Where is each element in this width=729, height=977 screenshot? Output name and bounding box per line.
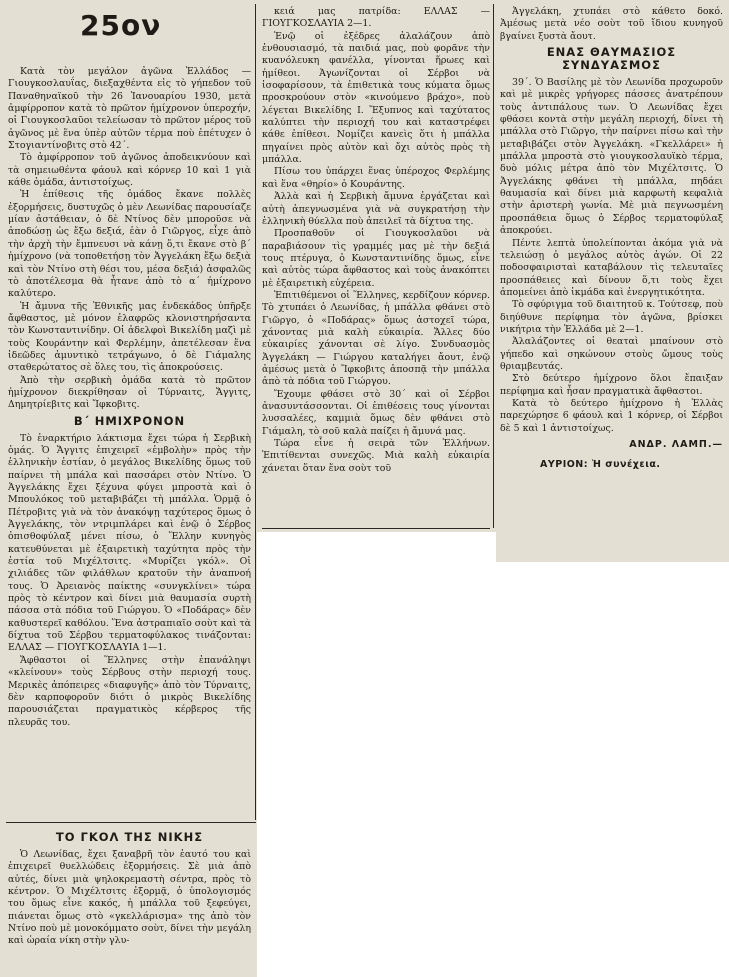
paragraph: Τὸ ἀμφίρροπον τοῦ ἀγῶνος ἀποδεικνύουν καὶ τὰ σημειωθέντα φάουλ καὶ κόρνερ 10 καὶ 1 γιὰ κάθε ὁμάδα, ἀντιστοίχως. xyxy=(8,152,251,189)
section-heading-second-half: Β΄ ΗΜΙΧΡΟΝΟΝ xyxy=(73,413,186,428)
column-divider-left xyxy=(255,4,256,820)
paragraph: Ἐνῷ οἱ ἐξέδρες ἀλαλάζουν ἀπὸ ἐνθουσιασμό, τὰ παιδιά μας, ποὺ φορᾶνε τὴν κυανόλευκη φανέλλα, γίνονται ἥρωες καὶ ἡμίθεοι. Ἀγωνίζονται οἱ Σέρβοι νὰ ἰσοφαρίσουν, τὰ ἐπιθετικὰ τους κύματα ὅμως προσκρούουν στὸν «κινούμενο βράχο», ποὺ λέγεται Βικελίδης Ι. Ἔξυπνος καὶ ταχύτατος καλύπτει τὴν περιοχή του καὶ καταστρέφει κάθε ἐπίθεσι. Νομίζει κανεὶς ὅτι ἡ μπάλλα πηγαίνει πρὸς αὐτὸν καὶ ὄχι αὐτὸς πρὸς τὴ μπάλλα. xyxy=(262,30,490,166)
column-end-rule xyxy=(262,528,490,529)
paragraph: Ὁ Λεωνίδας, ἔχει ξαναβρῆ τὸν ἑαυτό του καὶ ἐπιχειρεῖ θυελλώδεις ἐξορμήσεις. Σὲ μιὰ ἀπὸ αὐτές, δίνει μιὰ ψηλοκρεμαστὴ σέντρα, πρὸς τὸ κέντρον. Ὁ Μιχέλτσιτς ἐξορμᾷ, ὁ ὑπολογισμός του ὅμως εἶνε κακός, ἡ μπάλλα τοῦ ξεφεύγει, πιάνεται ὅμως στὸ «γκελλάρισμα» της ἀπὸ τὸν Ντίνο ποὺ μὲ μονοκόμματο σοὺτ, δίνει τὴν μεγάλη καὶ ὡραία νίκη στὴν γλυ- xyxy=(8,849,251,947)
paragraph: Ἀπὸ τὴν σερβικὴ ὁμάδα κατὰ τὸ πρῶτον ἡμίχρονον διεκρίθησαν οἱ Τύρναιτς, Ἄγγιτς, Δημητρίεβιτς καὶ Ἴφκοβιτς. xyxy=(8,374,251,411)
paragraph: Τὸ σφύριγμα τοῦ διαιτητοῦ κ. Τούτσεφ, ποὺ διηύθυνε περίφημα τὸν ἀγῶνα, βρίσκει νικήτρια τὴν Ἑλλάδα μὲ 2—1. xyxy=(500,299,723,335)
section-heading-winning-goal: ΤΟ ΓΚΟΛ ΤΗΣ ΝΙΚΗΣ xyxy=(55,830,204,844)
paragraph: Ἔχουμε φθάσει στὸ 30΄ καὶ οἱ Σέρβοι ἀνασυντάσσονται. Οἱ ἐπιθέσεις τους γίνονται λυσσαλέες, καμμιὰ ὅμως δὲν φθάνει στὸ Γιάμαλη, τὸ σοῦ καλὰ παίζει ἡ ἄμυνά μας. xyxy=(262,388,490,437)
paragraph: Πέντε λεπτὰ ὑπολείπονται ἀκόμα γιὰ νὰ τελειώσῃ ὁ μεγάλος αὐτὸς ἀγών. Οἱ 22 ποδοσφαιρισταὶ καταβάλουν τὶς τελευταῖες προσπάθειες καὶ δίνουν ὅ,τι τοὺς ἔχει ἀπομείνει ἀπὸ ἰκμάδα καὶ ἐνεργητικότητα. xyxy=(500,237,723,298)
paragraph: Ἡ ἐπίθεσις τῆς ὁμάδος ἔκανε πολλὲς ἐξορμήσεις, δυστυχῶς ὁ μὲν Λεωνίδας παρουσίαζε μίαν ἀστάθειαν, ὁ δὲ Ντίνος δὲν μποροῦσε νὰ ἀποδώσῃ ὡς ἔξω δεξιά, ἐὰν ὁ Γιῶργος, εἶχε ἀπὸ τὴν ἀρχὴ τὴν ἔμπνευσι νὰ κάνῃ ὅ,τι ἔκανε στὸ β΄ ἡμίχρονο (νὰ τοποθετήσῃ τὸν Ἀγγελάκη ἔξω δεξιὰ καὶ τὸν Ντίνο στὴ θέσι του, μέσα δεξιά) ἀσφαλῶς τὸ ἀποτέλεσμα θὰ ἦτανε ἀπὸ τὸ α΄ ἡμίχρονο καλύτερο. xyxy=(8,189,251,300)
paragraph: 39΄. Ὁ Βασίλης μὲ τὸν Λεωνίδα προχωροῦν καὶ μὲ μικρὲς γρήγορες πάσσες ἀνατρέπουν τοὺς ἀντιπάλους των. Ὁ Λεωνίδας ἔχει φθάσει κοντὰ στὴν μεγάλη περιοχή, δίνει τὴ μπάλλα στὸ Γιῶργο, τὴν παίρνει πίσω καὶ τὴν μεταβιβάζει στὸν Ἀγγελάκη. «Γκελλάρει» ἡ μπάλλα μπροστὰ στὸ γιουγκοσλαυϊκὸ τέρμα, δυὸ μόλις μέτρα ἀπὸ τὸν Μιχέλτσιτς. Ὁ Ἀγγελάκης φθάνει τὴ μπάλλα, πηδάει θαυμασία καὶ δίνει μιὰ καρφωτὴ κεφαλιὰ στὴν ἀριστερὴ γωνία. Μὲ μιὰ πεγνωσμένη προσπάθεια ὅμως ὁ Σέρβος τερματοφύλαξ ἀποκρούει. xyxy=(500,77,723,237)
column-1-body-2 xyxy=(8,433,251,729)
paragraph: Τώρα εἶνε ἡ σειρὰ τῶν Ἑλλήνων. Ἐπιτίθενται συνεχῶς. Μιὰ καλὴ εὐκαιρία χάνεται ὅταν ἕνα σοὺτ τοῦ xyxy=(262,438,490,474)
paragraph: Ἀλαλάζοντες οἱ θεαταὶ μπαίνουν στὸ γήπεδο καὶ σηκώνουν στοὺς ὤμους τοὺς θριαμβευτάς. xyxy=(500,336,723,372)
paragraph: Στὸ δεύτερο ἡμίχρονο ὅλοι ἔπαιξαν περίφημα καὶ ἦσαν πραγματικὰ ἄφθαστοι. xyxy=(500,373,723,397)
continuation-note: ΑΥΡΙΟΝ: Ἡ συνέχεια. xyxy=(540,459,661,471)
section-rule xyxy=(6,822,256,823)
column-divider-right xyxy=(493,4,494,528)
paragraph: Ἐπιτιθέμενοι οἱ Ἕλληνες, κερδίζουν κόρνερ. Τὸ χτυπάει ὁ Λεωνίδας, ἡ μπάλλα φθάνει στὸ Γιῶργο, ὁ «Ποδάρας» ὅμως ἀστοχεῖ τώρα, χάνοντας μιὰ καλὴ εὐκαιρία. Ἄλλες δύο εὐκαιρίες χάνονται σὲ λίγο. Συνδυασμὸς Ἀγγελάκη — Γιώργου καταλήγει ἄουτ, ἐνῷ ἀμέσως μετὰ ὁ Ἴφκοβιτς ἀποσπᾷ τὴν μπάλλα ἀπὸ τὰ πόδια τοῦ Γιώργου. xyxy=(262,289,490,388)
article-column-1 xyxy=(8,66,251,818)
article-column-4 xyxy=(8,828,251,974)
author-signature: ΑΝΔΡ. ΛΑΜΠ.— xyxy=(629,439,723,450)
column-1-body xyxy=(8,66,251,412)
article-column-2 xyxy=(262,6,490,526)
section-heading-combination: ΕΝΑΣ ΘΑΥΜΑΣΙΟΣ ΣΥΝΔΥΑΣΜΟΣ xyxy=(546,45,677,73)
paragraph: Προσπαθοῦν οἱ Γιουγκοσλαῦοι νὰ παραβιάσουν τὶς γραμμές μας μὲ τὴν δεξιά τους πτέρυγα, ὁ Κωνσταντινίδης ὅμως, εἶνε καὶ αὐτὸς τώρα ἄφθαστος καὶ τοὺς ἀνακόπτει μὲ ἐξαιρετικὴ εὐχέρεια. xyxy=(262,228,490,289)
paragraph: Κατὰ τὸν μεγάλον ἀγῶνα Ἑλλάδος — Γιουγκοσλαυΐας, διεξαχθέντα εἰς τὸ γήπεδον τοῦ Παναθηναϊκοῦ τὴν 26 Ἰανουαρίου 1930, μετὰ ἀμφίρροπον κατὰ τὸ πρῶτον ἡμίχρονον ὑπεροχήν, οἱ Γιουγκοσλαῦοι τελείωσαν τὸ πρῶτον μέρος τοῦ ἀγῶνος μὲ ἕνα ὑπὲρ αὐτῶν τέρμα ποὺ ἐπέτυχεν ὁ Στογιαντίνοβιτς στὸ 42΄. xyxy=(8,66,251,152)
article-title: 25ον xyxy=(80,9,162,42)
paragraph: κειά μας πατρίδα: ΕΛΛΑΣ — ΓΙΟΥΓΚΟΣΛΑΥΙΑ 2—1. xyxy=(262,6,490,30)
article-column-3 xyxy=(500,6,723,558)
paragraph: Πίσω του ὑπάρχει ἕνας ὑπέροχος Φερλέμης καὶ ἕνα «θηρίο» ὁ Κουράντης. xyxy=(262,166,490,190)
paragraph: Ἀλλὰ καὶ ἡ Σερβικὴ ἄμυνα ἐργάζεται καὶ αὐτὴ ἀπεγνωσμένα γιὰ νὰ συγκρατήσῃ τὴν ἑλληνικὴ θύελλα ποὺ ἀπειλεῖ τὰ δίχτυα της. xyxy=(262,191,490,227)
paragraph: Κατὰ τὸ δεύτερο ἡμίχρονο ἡ Ἑλλὰς παρεχώρησε 6 φάουλ καὶ 1 κόρνερ, οἱ Σέρβοι δὲ 5 καὶ 1 ἀντιστοίχως. xyxy=(500,397,723,434)
paragraph: Ἡ ἄμυνα τῆς Ἐθνικῆς μας ἐνδεκάδος ὑπῆρξε ἄφθαστος, μὲ μόνον ἐλαφρῶς κλονιστηρήσαντα τὸν Κωνσταντινίδην. Οἱ ἀδελφοὶ Βικελίδη μαζὶ μὲ τοὺς Κουράντην καὶ Φερλέμην, ἀπετέλεσαν ἕνα ἰδεῶδες ἀμυντικὸ τετράγωνο, ὁ δὲ Γιάμαλης σταθερώτατος σὲ ὅλες του, τὶς ἀποκρούσεις. xyxy=(8,300,251,374)
paragraph: Τὸ ἐναρκτήριο λάκτισμα ἔχει τώρα ἡ Σερβικὴ ὁμάς. Ὁ Ἄγγιτς ἐπιχειρεῖ «ἐμβολὴν» πρὸς τὴν ἑλληνικὴν ἑστίαν, ὁ μεγάλος Βικελίδης ὅμως τοῦ παίρνει τὴ μπάλα καὶ πασσάρει στὸν Ντίνο. Ὁ Ἀγγελάκης ἔχει ξέχυνα φύγει μπροστὰ καὶ ὁ Μπουλόκος τοῦ μεταβιβάζει τὴ μπάλλα. Ὁρμᾷ ὁ Πέτροβιτς γιὰ νὰ τὸν ἀνακόψῃ ταχύτερος ὅμως ὁ Ἀγγελάκης, τὸν ντριμπλάρει καὶ ἐνῷ ὁ Σέρβος ὀπισθοφύλαξ μένει πίσω, ὁ Ἕλλην κυνηγὸς κατευθύνεται μὲ ἐξαιρετικὴ ταχύτητα πρὸς τὴν ἑστία τοῦ Μιχέλτσιτς. «Μυρίζει γκόλ». Οἱ χιλιάδες τῶν φιλάθλων κρατοῦν τὴν ἀναπνοή τους. Ὁ Ἀρειανὸς παίκτης «συνγκλίνει» τώρα πρὸς τὸ κέντρον καὶ δίνει μιὰ θαυμασία συρτὴ πάσσα στὰ πόδια τοῦ Γιώργου. Ὁ «Ποδάρας» δὲν καθυστερεῖ καθόλου. Ἕνα ἀστραπιαῖο σοὺτ καὶ τὰ δίχτυα τοῦ Σέρβου τερματοφύλακος τινάζονται: ΕΛΛΑΣ — ΓΙΟΥΓΚΟΣΛΑΥΙΑ 1—1. xyxy=(8,432,251,654)
paragraph: Ἄφθαστοι οἱ Ἕλληνες στὴν ἐπανάληψι «κλείνουν» τοὺς Σέρβους στὴν περιοχή τους. Μερικὲς ἀπόπειρες «διαφυγῆς» ἀπὸ τὸν Τύρναιτς, δὲν καρποφοροῦν διότι ὁ μικρὸς Βικελίδης παρουσιάζεται πραγματικὸς κέρβερος τῆς πλευρᾶς του. xyxy=(8,654,251,728)
paragraph: Ἀγγελάκη, χτυπάει στὸ κάθετο δοκό. Ἀμέσως μετὰ νέο σοὺτ τοῦ ἴδιου κυνηγοῦ βγαίνει ξυστὰ ἄουτ. xyxy=(500,6,723,42)
